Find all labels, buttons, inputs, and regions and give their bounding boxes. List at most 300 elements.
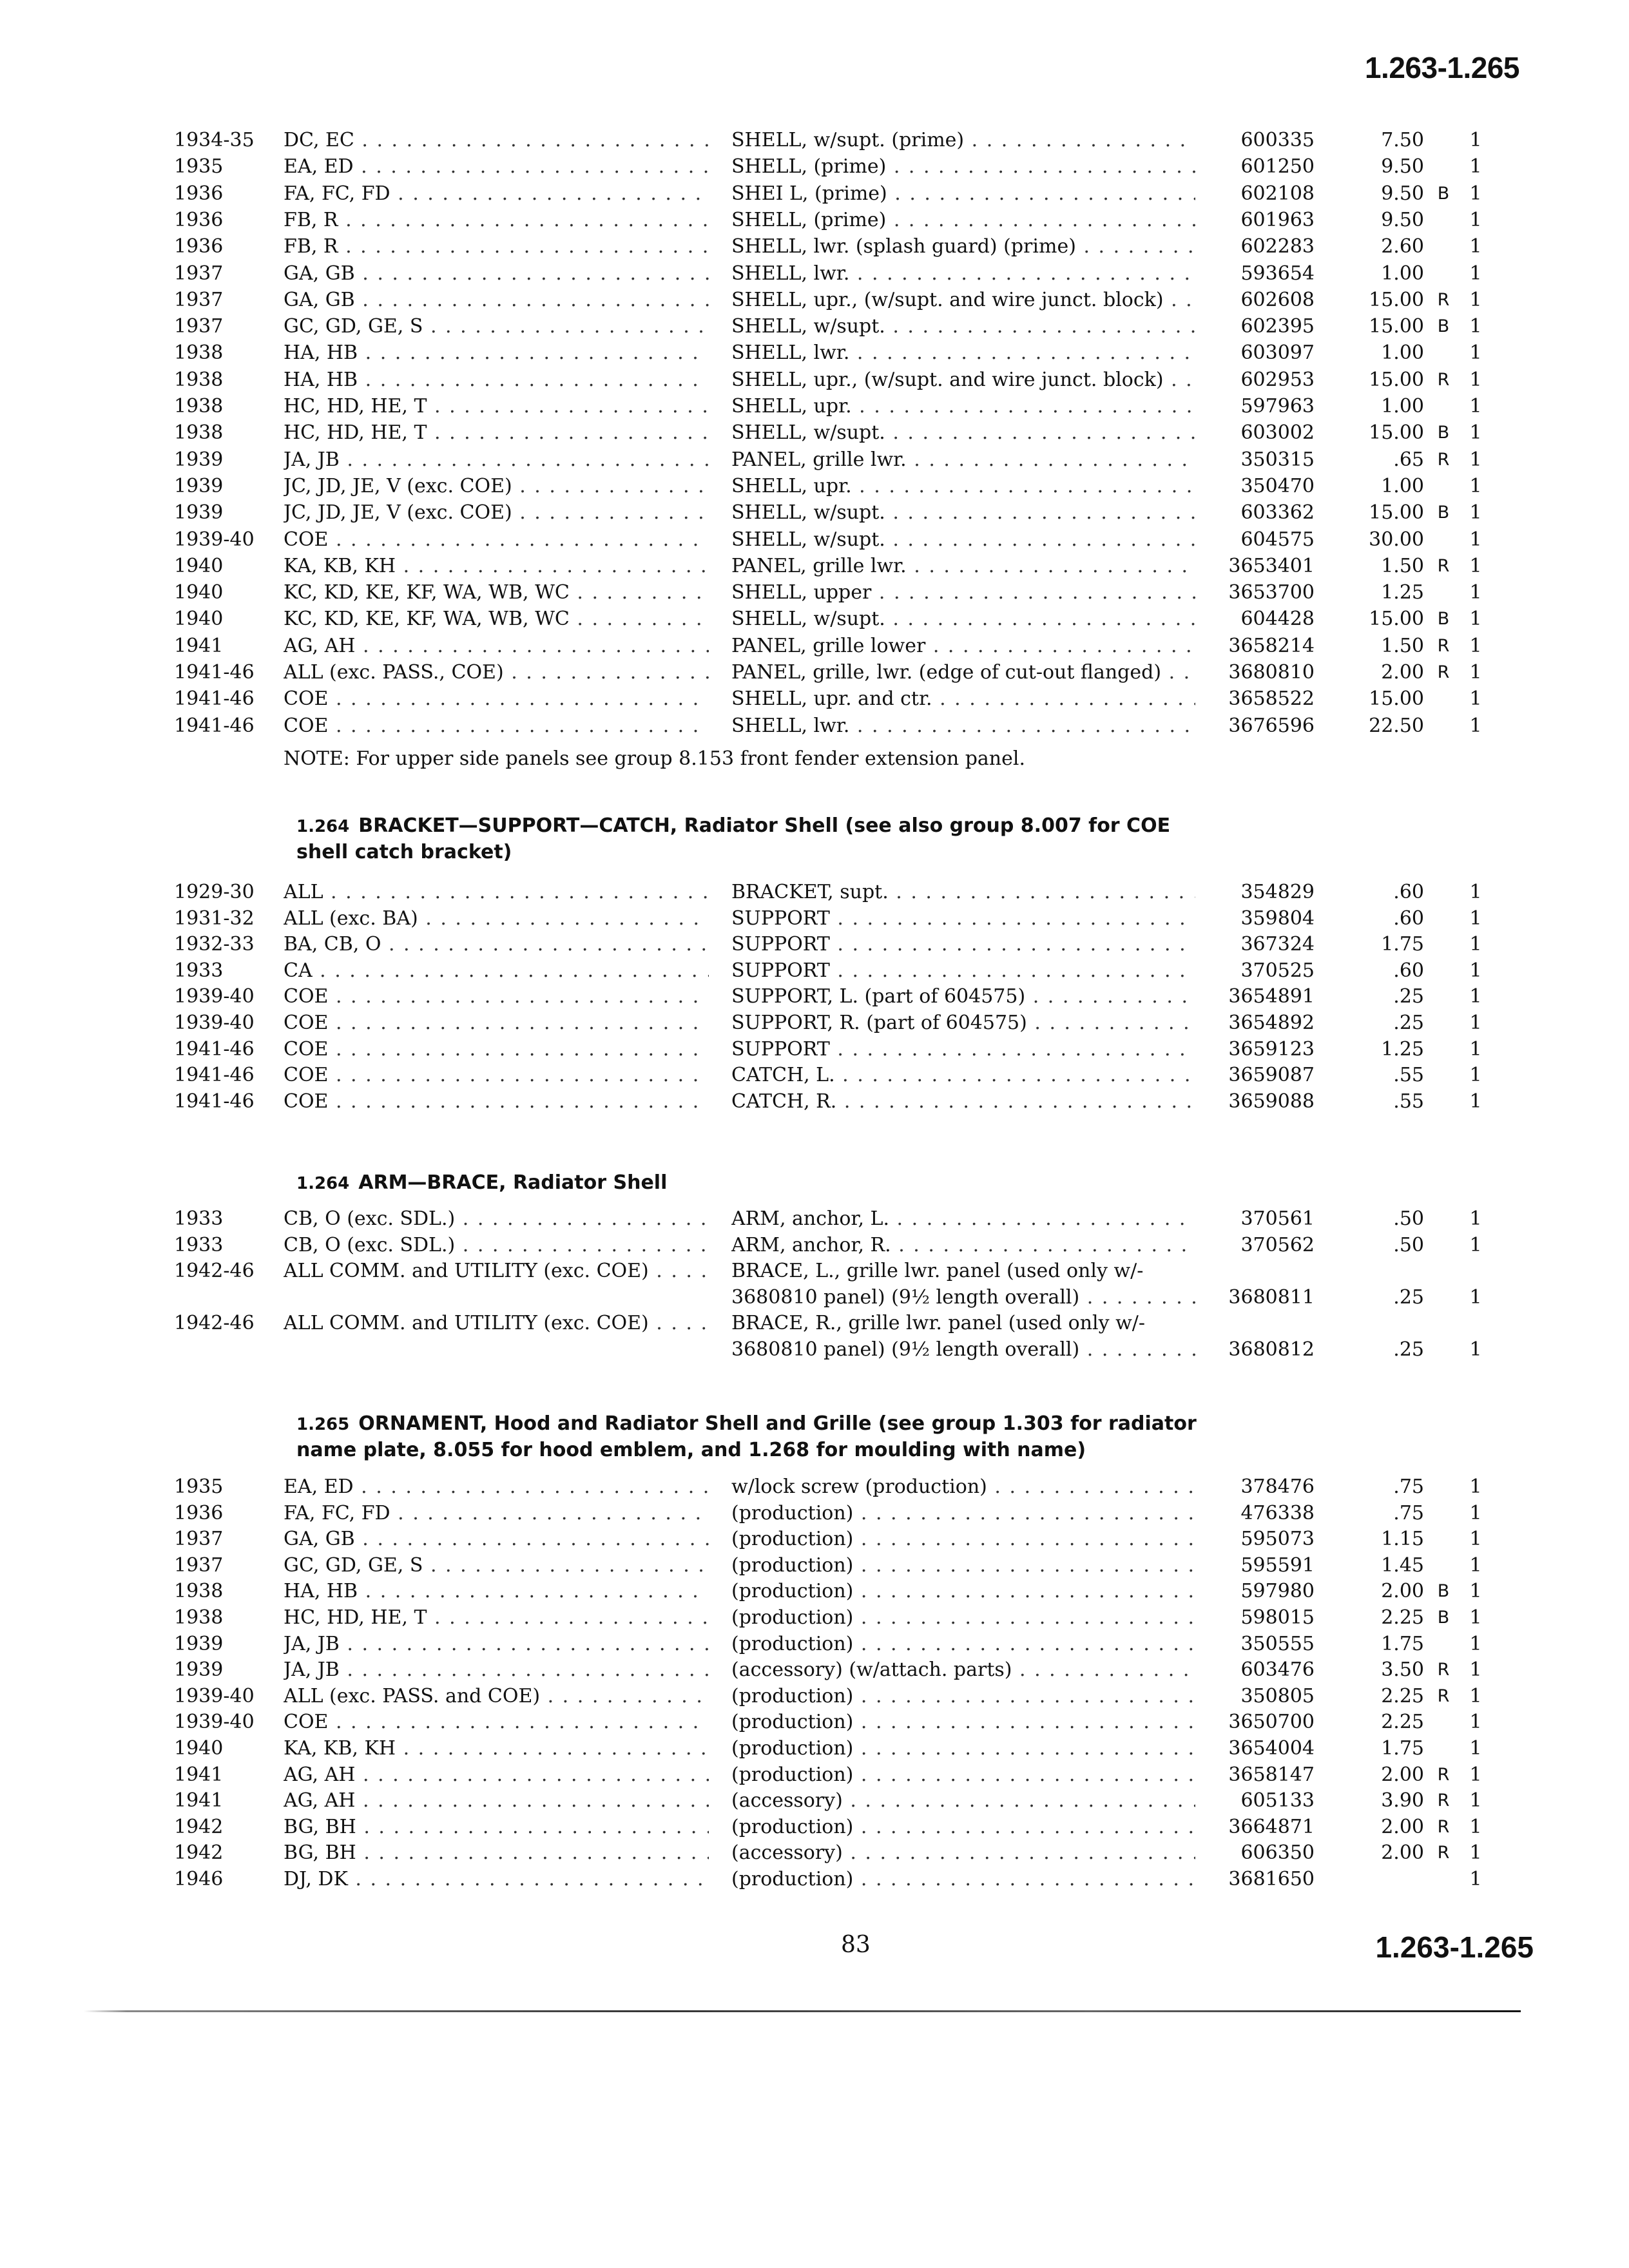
code-cell: B [1437,1581,1450,1602]
description-cell: SHELL, w/supt. . . . [731,527,1195,553]
code-cell: B [1437,503,1450,523]
table-row [0,500,1629,526]
quantity-cell: 1 [1469,687,1482,711]
quantity-cell: 1 [1469,554,1482,577]
year-cell: 1939-40 [174,1012,255,1034]
description-cell: SHELL, lwr. (splash guard) (prime) . . . [731,234,1195,260]
year-cell: 1936 [174,208,224,231]
year-cell: 1940 [174,608,224,631]
model-cell: COE . . . [284,1037,709,1062]
table-row [0,932,1629,957]
price-cell: 2.25 [1381,1606,1424,1629]
quantity-cell: 1 [1469,528,1482,551]
price-cell: 1.00 [1381,262,1424,285]
price-cell: .25 [1393,1285,1424,1309]
model-cell: COE . . . [284,1089,709,1115]
table-row [0,1736,1629,1762]
quantity-cell: 1 [1469,129,1482,151]
section-title-text: ARM—BRACE, Radiator Shell [358,1171,668,1194]
quantity-cell: 1 [1469,182,1482,205]
part-number-cell: 3680810 [1228,661,1315,684]
description-cell: BRACKET, supt. . . . [731,879,1195,905]
table-row [0,1285,1629,1311]
price-cell: 9.50 [1381,155,1424,178]
model-cell: ALL COMM. and UTILITY (exc. COE) . . . [284,1311,709,1336]
part-number-cell: 3654004 [1228,1737,1315,1760]
part-number-cell: 3658522 [1228,687,1315,711]
part-number-cell: 604575 [1240,528,1315,551]
year-cell: 1941-46 [174,1037,255,1061]
table-row [0,580,1629,606]
price-cell: 15.00 [1369,288,1424,311]
year-cell: 1942 [174,1815,224,1838]
code-cell: B [1437,183,1450,204]
model-cell: COE . . . [284,686,709,712]
table-row [0,207,1629,233]
model-cell: EA, ED . . . [284,1474,709,1500]
model-cell: ALL . . . [284,879,709,905]
table-row [0,1062,1629,1088]
code-cell: R [1437,662,1450,682]
table-row [0,1684,1629,1709]
model-cell: FA, FC, FD . . . [284,1501,709,1526]
price-cell: 1.75 [1381,1737,1424,1760]
description-cell: (production) . . . [731,1605,1195,1631]
price-cell: 1.45 [1381,1553,1424,1577]
model-cell: JA, JB . . . [284,1631,709,1657]
description-cell: SHEI L, (prime) . . . [731,181,1195,207]
description-cell: ARM, anchor, L. . . . [731,1206,1195,1232]
description-cell: SHELL, upr., (w/supt. and wire junct. block) . . . [731,287,1195,313]
part-number-cell: 3653700 [1228,581,1315,604]
year-cell: 1941-46 [174,1090,255,1113]
price-cell: 7.50 [1381,129,1424,151]
price-cell: 2.25 [1381,1684,1424,1707]
table-row [0,1474,1629,1500]
price-cell: 1.00 [1381,474,1424,497]
description-cell: SHELL, (prime) . . . [731,207,1195,233]
model-cell: KC, KD, KE, KF, WA, WB, WC . . . [284,580,709,606]
description-cell: SHELL, w/supt. (prime) . . . [731,128,1195,153]
description-cell: SHELL, w/supt. . . . [731,500,1195,526]
description-cell: SHELL, w/supt. . . . [731,606,1195,632]
code-cell: R [1437,1843,1450,1863]
description-cell: (production) . . . [731,1579,1195,1604]
model-cell: AG, AH . . . [284,633,709,659]
model-cell: COE . . . [284,527,709,553]
bottom-rule [84,2010,1521,2012]
price-cell: 2.00 [1381,1841,1424,1865]
price-cell: .65 [1393,448,1424,471]
year-cell: 1942-46 [174,1260,255,1283]
quantity-cell: 1 [1469,608,1482,631]
year-cell: 1929-30 [174,881,255,903]
year-cell: 1939 [174,474,224,497]
quantity-cell: 1 [1469,661,1482,684]
description-cell: SUPPORT . . . [731,1037,1195,1062]
model-cell: BG, BH . . . [284,1814,709,1840]
price-cell: 1.75 [1381,1632,1424,1655]
year-cell: 1941-46 [174,661,255,684]
part-number-cell: 603002 [1240,421,1315,445]
part-number-cell: 606350 [1240,1841,1315,1865]
description-cell: SUPPORT, R. (part of 604575) . . . [731,1010,1195,1036]
description-cell: (production) . . . [731,1526,1195,1552]
section-title [296,1170,1211,1196]
table-row [0,128,1629,153]
year-cell: 1941 [174,1763,224,1786]
price-cell: 15.00 [1369,687,1424,711]
model-cell: FB, R . . . [284,234,709,260]
year-cell: 1940 [174,1737,224,1760]
year-cell: 1938 [174,1580,224,1603]
model-cell: CB, O (exc. SDL.) . . . [284,1233,709,1258]
year-cell: 1933 [174,1233,224,1256]
model-cell: COE . . . [284,1010,709,1036]
year-cell: 1939 [174,1632,224,1655]
year-cell: 1933 [174,1207,224,1230]
table-row [0,1258,1629,1284]
code-cell: B [1437,316,1450,337]
model-cell: GA, GB . . . [284,261,709,287]
part-number-cell: 600335 [1240,129,1315,151]
description-cell: SUPPORT, L. (part of 604575) . . . [731,984,1195,1010]
table-row [0,1037,1629,1062]
part-number-cell: 370562 [1240,1233,1315,1256]
quantity-cell: 1 [1469,395,1482,418]
model-cell: GA, GB . . . [284,287,709,313]
description-cell: (production) . . . [731,1762,1195,1788]
price-cell: 2.60 [1381,235,1424,258]
quantity-cell: 1 [1469,315,1482,338]
table-row [0,527,1629,553]
section-number: 1.264 [296,1174,350,1193]
price-cell: .60 [1393,881,1424,903]
description-cell: SUPPORT . . . [731,958,1195,984]
part-number-cell: 367324 [1240,933,1315,956]
model-cell: COE . . . [284,1709,709,1735]
header-group-ref: 1.263-1.265 [1364,51,1519,84]
quantity-cell: 1 [1469,1789,1482,1812]
table-row [0,154,1629,180]
year-cell: 1937 [174,1553,224,1577]
quantity-cell: 1 [1469,1606,1482,1629]
year-cell: 1933 [174,959,224,982]
price-cell: .25 [1393,985,1424,1008]
quantity-cell: 1 [1469,341,1482,365]
table-row [0,984,1629,1010]
part-number-cell: 3654892 [1228,1012,1315,1034]
quantity-cell: 1 [1469,714,1482,737]
description-cell: SHELL, upper . . . [731,580,1195,606]
year-cell: 1941 [174,634,224,657]
year-cell: 1938 [174,1606,224,1629]
model-cell: ALL (exc. PASS. and COE) . . . [284,1684,709,1709]
table-row [0,1840,1629,1866]
quantity-cell: 1 [1469,1763,1482,1786]
price-cell: 2.25 [1381,1711,1424,1734]
part-number-cell: 595591 [1240,1553,1315,1577]
table-row [0,181,1629,207]
model-cell: AG, AH . . . [284,1788,709,1814]
year-cell: 1935 [174,155,224,178]
description-cell: (production) . . . [731,1684,1195,1709]
model-cell: KA, KB, KH . . . [284,553,709,579]
price-cell: 1.25 [1381,581,1424,604]
code-cell: R [1437,289,1450,310]
quantity-cell: 1 [1469,155,1482,178]
quantity-cell: 1 [1469,1868,1482,1890]
quantity-cell: 1 [1469,1553,1482,1577]
table-row [0,1657,1629,1683]
price-cell: 2.00 [1381,1763,1424,1786]
table-row [0,1526,1629,1552]
table-row [0,1553,1629,1579]
price-cell: 1.75 [1381,933,1424,956]
description-cell: SHELL, upr., (w/supt. and wire junct. block) . . . [731,367,1195,393]
section-title [296,813,1211,865]
code-cell: R [1437,1791,1450,1811]
price-cell: .50 [1393,1207,1424,1230]
table-row [0,958,1629,984]
quantity-cell: 1 [1469,581,1482,604]
code-cell: B [1437,1608,1450,1628]
quantity-cell: 1 [1469,421,1482,445]
model-cell: GA, GB . . . [284,1526,709,1552]
quantity-cell: 1 [1469,1233,1482,1256]
part-number-cell: 602953 [1240,368,1315,391]
price-cell: 15.00 [1369,315,1424,338]
section-note: NOTE: For upper side panels see group 8.153 front fender extension panel. [284,747,1026,770]
part-number-cell: 3680812 [1228,1338,1315,1361]
description-cell: (production) . . . [731,1814,1195,1840]
code-cell: R [1437,555,1450,576]
description-cell: w/lock screw (production) . . . [731,1474,1195,1500]
price-cell: 1.50 [1381,554,1424,577]
model-cell: BA, CB, O . . . [284,932,709,957]
price-cell: 3.90 [1381,1789,1424,1812]
page-number: 83 [841,1932,871,1958]
table-row [0,686,1629,712]
price-cell: .75 [1393,1501,1424,1524]
price-cell: 2.00 [1381,661,1424,684]
table-row [0,1631,1629,1657]
table-row [0,660,1629,686]
year-cell: 1940 [174,554,224,577]
description-cell: (production) . . . [731,1867,1195,1892]
description-cell: SHELL, w/supt. . . . [731,420,1195,446]
price-cell: 30.00 [1369,528,1424,551]
year-cell: 1937 [174,262,224,285]
description-cell: SHELL, (prime) . . . [731,154,1195,180]
price-cell: .55 [1393,1064,1424,1087]
model-cell: HC, HD, HE, T . . . [284,420,709,446]
model-cell: DJ, DK . . . [284,1867,709,1892]
quantity-cell: 1 [1469,1841,1482,1865]
part-number-cell: 3658147 [1228,1763,1315,1786]
part-number-cell: 3658214 [1228,634,1315,657]
table-row [0,1579,1629,1604]
quantity-cell: 1 [1469,1285,1482,1309]
model-cell: JC, JD, JE, V (exc. COE) . . . [284,500,709,526]
description-cell: SHELL, lwr. . . . [731,340,1195,366]
quantity-cell: 1 [1469,907,1482,930]
year-cell: 1936 [174,235,224,258]
year-cell: 1931-32 [174,907,255,930]
part-number-cell: 603097 [1240,341,1315,365]
description-cell: PANEL, grille lwr. . . . [731,553,1195,579]
part-number-cell: 476338 [1240,1501,1315,1524]
quantity-cell: 1 [1469,634,1482,657]
table-row [0,633,1629,659]
model-cell: CB, O (exc. SDL.) . . . [284,1206,709,1232]
quantity-cell: 1 [1469,288,1482,311]
model-cell: DC, EC . . . [284,128,709,153]
price-cell: 1.50 [1381,634,1424,657]
description-cell: (production) . . . [731,1631,1195,1657]
description-cell: (production) . . . [731,1501,1195,1526]
price-cell: 15.00 [1369,421,1424,445]
part-number-cell: 350470 [1240,474,1315,497]
table-row [0,553,1629,579]
model-cell: HC, HD, HE, T . . . [284,1605,709,1631]
table-row [0,1867,1629,1892]
model-cell: GC, GD, GE, S . . . [284,1553,709,1579]
model-cell: KC, KD, KE, KF, WA, WB, WC . . . [284,606,709,632]
quantity-cell: 1 [1469,1528,1482,1551]
model-cell: FA, FC, FD . . . [284,181,709,207]
part-number-cell: 370525 [1240,959,1315,982]
quantity-cell: 1 [1469,1684,1482,1707]
table-row [0,287,1629,313]
description-cell: SHELL, upr. . . . [731,474,1195,499]
year-cell: 1939 [174,501,224,524]
quantity-cell: 1 [1469,1475,1482,1498]
part-number-cell: 602395 [1240,315,1315,338]
table-row [0,606,1629,632]
table-row [0,1762,1629,1788]
quantity-cell: 1 [1469,1815,1482,1838]
quantity-cell: 1 [1469,985,1482,1008]
description-cell: PANEL, grille lwr. . . . [731,447,1195,473]
part-number-cell: 597963 [1240,395,1315,418]
code-cell: B [1437,423,1450,443]
quantity-cell: 1 [1469,1501,1482,1524]
table-row [0,1010,1629,1036]
model-cell: CA . . . [284,958,709,984]
year-cell: 1939 [174,1658,224,1682]
code-cell: B [1437,609,1450,629]
model-cell: ALL (exc. BA) . . . [284,906,709,932]
model-cell: COE . . . [284,1062,709,1088]
description-cell: (accessory) . . . [731,1840,1195,1866]
section-title-text: BRACKET—SUPPORT—CATCH, Radiator Shell (see also group 8.007 for COE shell catch bracket) [296,814,1171,863]
price-cell: .60 [1393,907,1424,930]
section-title [296,1411,1211,1463]
model-cell: JA, JB . . . [284,447,709,473]
year-cell: 1940 [174,581,224,604]
code-cell: R [1437,1816,1450,1837]
price-cell: 3.50 [1381,1658,1424,1682]
table-row [0,314,1629,340]
part-number-cell: 3659123 [1228,1037,1315,1061]
table-row [0,340,1629,366]
year-cell: 1938 [174,341,224,365]
part-number-cell: 3664871 [1228,1815,1315,1838]
description-cell: 3680810 panel) (9½ length overall) . . . [731,1285,1195,1311]
table-row [0,367,1629,393]
price-cell: 15.00 [1369,368,1424,391]
table-row [0,1337,1629,1363]
table-row [0,1814,1629,1840]
description-cell: SHELL, upr. and ctr. . . . [731,686,1195,712]
price-cell: 1.25 [1381,1037,1424,1061]
part-number-cell: 3654891 [1228,985,1315,1008]
part-number-cell: 3681650 [1228,1868,1315,1890]
table-row [0,447,1629,473]
code-cell: R [1437,449,1450,470]
table-row [0,420,1629,446]
model-cell: COE . . . [284,713,709,739]
quantity-cell: 1 [1469,1737,1482,1760]
part-number-cell: 595073 [1240,1528,1315,1551]
year-cell: 1939-40 [174,1711,255,1734]
part-number-cell: 593654 [1240,262,1315,285]
quantity-cell: 1 [1469,1207,1482,1230]
table-row [0,879,1629,905]
description-cell: ARM, anchor, R. . . . [731,1233,1195,1258]
table-row [0,1311,1629,1336]
quantity-cell: 1 [1469,368,1482,391]
table-row [0,394,1629,419]
table-row [0,1233,1629,1258]
year-cell: 1941-46 [174,687,255,711]
year-cell: 1938 [174,368,224,391]
quantity-cell: 1 [1469,1711,1482,1734]
year-cell: 1942-46 [174,1312,255,1335]
part-number-cell: 3653401 [1228,554,1315,577]
description-cell: SHELL, w/supt. . . . [731,314,1195,340]
model-cell: GC, GD, GE, S . . . [284,314,709,340]
price-cell: 9.50 [1381,182,1424,205]
model-cell: HA, HB . . . [284,367,709,393]
model-cell: ALL COMM. and UTILITY (exc. COE) . . . [284,1258,709,1284]
table-row [0,1709,1629,1735]
description-cell: SHELL, upr. . . . [731,394,1195,419]
quantity-cell: 1 [1469,1580,1482,1603]
part-number-cell: 602108 [1240,182,1315,205]
part-number-cell: 354829 [1240,881,1315,903]
model-cell: ALL (exc. PASS., COE) . . . [284,660,709,686]
price-cell: .60 [1393,959,1424,982]
part-number-cell: 3659087 [1228,1064,1315,1087]
quantity-cell: 1 [1469,881,1482,903]
quantity-cell: 1 [1469,501,1482,524]
quantity-cell: 1 [1469,1338,1482,1361]
section-number: 1.264 [296,817,350,836]
year-cell: 1941-46 [174,714,255,737]
part-number-cell: 359804 [1240,907,1315,930]
year-cell: 1939-40 [174,985,255,1008]
year-cell: 1939 [174,448,224,471]
description-cell: SHELL, lwr. . . . [731,713,1195,739]
section-number: 1.265 [296,1415,350,1434]
description-cell: BRACE, L., grille lwr. panel (used only w/- [731,1260,1144,1283]
model-cell: FB, R . . . [284,207,709,233]
year-cell: 1938 [174,395,224,418]
part-number-cell: 350315 [1240,448,1315,471]
part-number-cell: 601250 [1240,155,1315,178]
